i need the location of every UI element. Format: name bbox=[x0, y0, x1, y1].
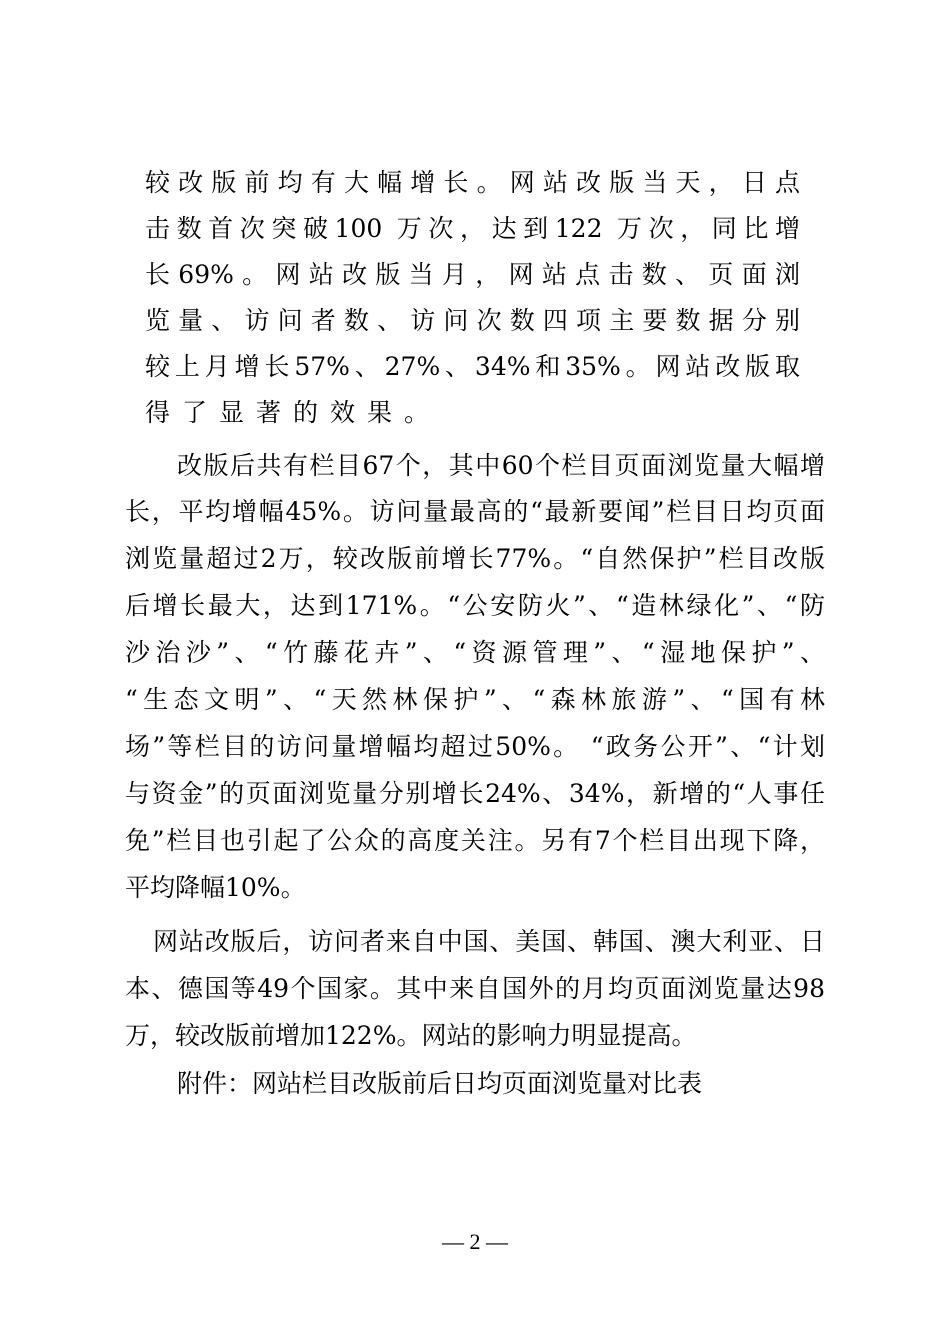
attachment-note: 附件：网站栏目改版前后日均页面浏览量对比表 bbox=[177, 1069, 703, 1098]
paragraph-2-line-4: 后增长最大，达到171%。“公安防火”、“造林绿化”、“防 bbox=[125, 591, 825, 620]
paragraph-2-line-6: “生态文明”、“天然林保护”、“森林旅游”、“国有林 bbox=[125, 685, 825, 714]
paragraph-3-line-1: 网站改版后，访问者来自中国、美国、韩国、澳大利亚、日 bbox=[153, 927, 825, 956]
paragraph-1-line-5: 较上月增长57%、27%、34%和35%。网站改版取 bbox=[145, 352, 800, 381]
paragraph-1-line-4: 览量、访问者数、访问次数四项主要数据分别 bbox=[145, 306, 800, 335]
paragraph-1-line-6: 得了显著的效果。 bbox=[145, 398, 442, 427]
paragraph-2-line-8: 与资金”的页面浏览量分别增长24%、34%，新增的“人事任 bbox=[125, 779, 825, 808]
paragraph-2-line-9: 免”栏目也引起了公众的高度关注。另有7个栏目出现下降， bbox=[125, 826, 825, 855]
paragraph-2-line-3: 浏览量超过2万，较改版前增长77%。“自然保护”栏目改版 bbox=[125, 544, 825, 573]
paragraph-2-line-7: 场”等栏目的访问量增幅均超过50%。 “政务公开”、“计划 bbox=[125, 732, 825, 761]
paragraph-3-line-3: 万，较改版前增加122%。网站的影响力明显提高。 bbox=[125, 1021, 697, 1050]
paragraph-2-line-10: 平均降幅10%。 bbox=[125, 873, 306, 902]
paragraph-2-line-1: 改版后共有栏目67个，其中60个栏目页面浏览量大幅增 bbox=[177, 451, 825, 480]
paragraph-3-line-2: 本、德国等49个国家。其中来自国外的月均页面浏览量达98 bbox=[125, 974, 825, 1003]
page-number: — 2 — bbox=[442, 1229, 508, 1254]
paragraph-1-line-1: 较改版前均有大幅增长。网站改版当天，日点 bbox=[145, 168, 800, 197]
paragraph-1-line-2: 击数首次突破100 万次，达到122 万次，同比增 bbox=[145, 214, 800, 243]
paragraph-2-line-2: 长，平均增幅45%。访问量最高的“最新要闻”栏目日均页面 bbox=[125, 497, 825, 526]
paragraph-2-line-5: 沙治沙”、“竹藤花卉”、“资源管理”、“湿地保护”、 bbox=[125, 638, 825, 667]
paragraph-1-line-3: 长69%。网站改版当月，网站点击数、页面浏 bbox=[145, 260, 800, 289]
